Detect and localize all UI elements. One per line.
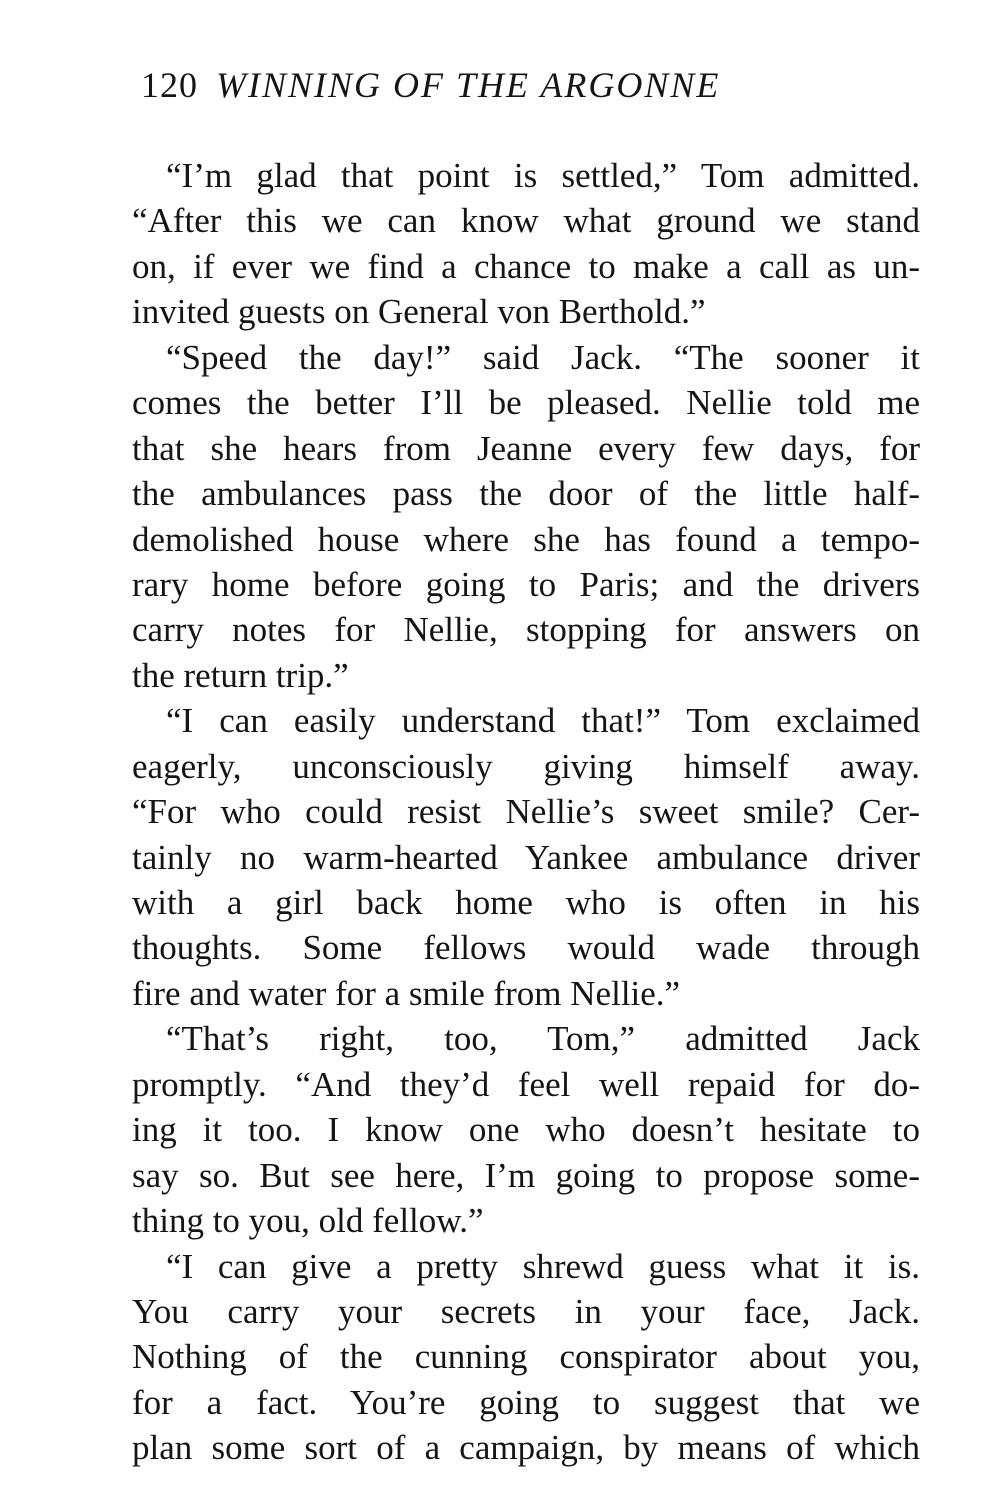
text-line: for a fact. You’re going to suggest that we — [132, 1382, 920, 1422]
text-line: comes the better I’ll be pleased. Nellie told me — [132, 383, 920, 423]
running-head — [141, 62, 921, 108]
text-line: eagerly, unconsciously giving himself away. — [132, 746, 920, 786]
text-line: tainly no warm-hearted Yankee ambulance driver — [132, 837, 920, 877]
text-line: that she hears from Jeanne every few days, for — [132, 428, 920, 468]
text-line: plan some sort of a campaign, by means of which — [132, 1428, 920, 1468]
text-line: on, if ever we find a chance to make a call as un- — [132, 246, 920, 286]
body-text — [132, 153, 920, 1483]
text-line: say so. But see here, I’m going to propose some- — [132, 1155, 920, 1195]
text-line: “After this we can know what ground we stand — [132, 201, 920, 241]
text-line: fire and water for a smile from Nellie.” — [132, 973, 681, 1013]
text-line: “Speed the day!” said Jack. “The sooner it — [166, 337, 920, 377]
text-line: “I can give a pretty shrewd guess what it is. — [166, 1246, 920, 1286]
text-line: promptly. “And they’d feel well repaid for do- — [132, 1064, 920, 1104]
text-line: demolished house where she has found a tempo- — [132, 519, 920, 559]
text-line: with a girl back home who is often in his — [132, 883, 920, 922]
text-line: invited guests on General von Berthold.” — [132, 292, 706, 332]
text-line: carry notes for Nellie, stopping for answers on — [132, 610, 920, 650]
text-line: the ambulances pass the door of the little half- — [132, 474, 920, 514]
text-line: ing it too. I know one who doesn’t hesitate to — [132, 1110, 920, 1150]
text-line: rary home before going to Paris; and the drivers — [132, 564, 920, 604]
text-line: the return trip.” — [132, 655, 349, 695]
text-line: thoughts. Some fellows would wade through — [132, 928, 920, 968]
page-number: 120 — [141, 65, 198, 105]
book-title: WINNING OF THE ARGONNE — [216, 65, 721, 105]
text-line: You carry your secrets in your face, Jack. — [132, 1291, 920, 1331]
text-line: “That’s right, too, Tom,” admitted Jack — [166, 1019, 920, 1059]
text-line: thing to you, old fellow.” — [132, 1201, 484, 1241]
text-line: “For who could resist Nellie’s sweet smile? Cer- — [132, 792, 920, 832]
text-line: “I can easily understand that!” Tom exclaimed — [166, 701, 920, 741]
text-line: “I’m glad that point is settled,” Tom admitted. — [166, 156, 920, 195]
text-line: Nothing of the cunning conspirator about you, — [132, 1337, 920, 1377]
